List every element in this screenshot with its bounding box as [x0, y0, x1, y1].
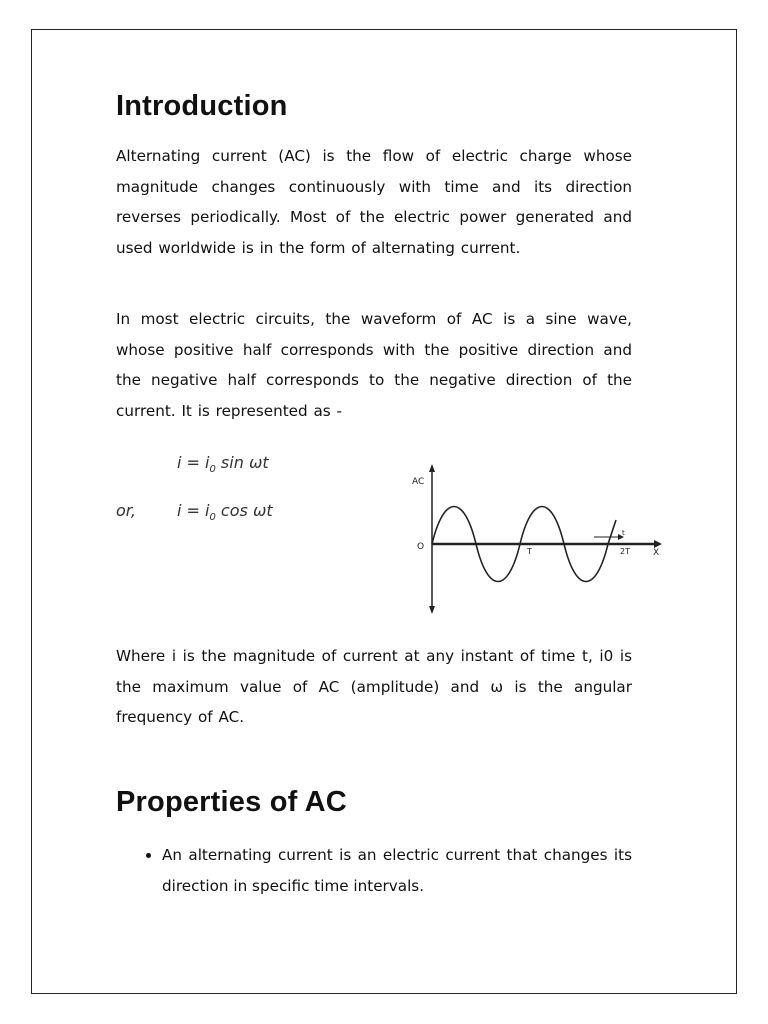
cosine-formula-sub: 0	[209, 512, 216, 524]
or-label: or,	[116, 501, 136, 520]
y-axis-arrow-bottom	[429, 606, 435, 614]
t-tick-label: T	[527, 547, 532, 556]
properties-heading: Properties of AC	[116, 786, 347, 818]
t-arrow-label: t	[622, 529, 625, 537]
cosine-formula-rhs: cos ωt	[215, 501, 273, 520]
cosine-formula-lhs: i = i	[177, 501, 210, 520]
y-axis-label: AC	[412, 477, 425, 487]
introduction-heading: Introduction	[116, 90, 288, 122]
x-axis-label: X	[653, 548, 660, 558]
y-axis-arrow-top	[429, 464, 435, 472]
x-axis-arrow	[654, 540, 662, 548]
ac-waveform-graph	[400, 462, 680, 617]
introduction-paragraph-1: Alternating current (AC) is the flow of electric charge whose magnitude changes continuously with time and its direction reverses periodically. Most of the electric power generated and used worldwide is in the form of alternating current.	[116, 147, 632, 257]
properties-list-item: • An alternating current is an electric current that changes its direction in specific time intervals.	[162, 840, 632, 901]
sine-formula-lhs: i = i	[177, 453, 210, 472]
sine-formula-sub: 0	[209, 464, 216, 476]
two-t-tick-label: 2T	[620, 547, 630, 556]
explanation-paragraph: Where i is the magnitude of current at any instant of time t, i0 is the maximum value of AC (amplitude) and ω is the angular frequency of AC.	[116, 647, 632, 726]
introduction-paragraph-2: In most electric circuits, the waveform of AC is a sine wave, whose positive half corresponds with the positive direction and the negative half corresponds to the negative direction of the current. It is represented as -	[116, 310, 632, 420]
sine-formula-rhs: sin ωt	[215, 453, 269, 472]
origin-label: O	[417, 542, 425, 552]
properties-list	[130, 840, 632, 901]
cosine-formula	[177, 501, 273, 523]
sine-formula	[177, 453, 269, 475]
